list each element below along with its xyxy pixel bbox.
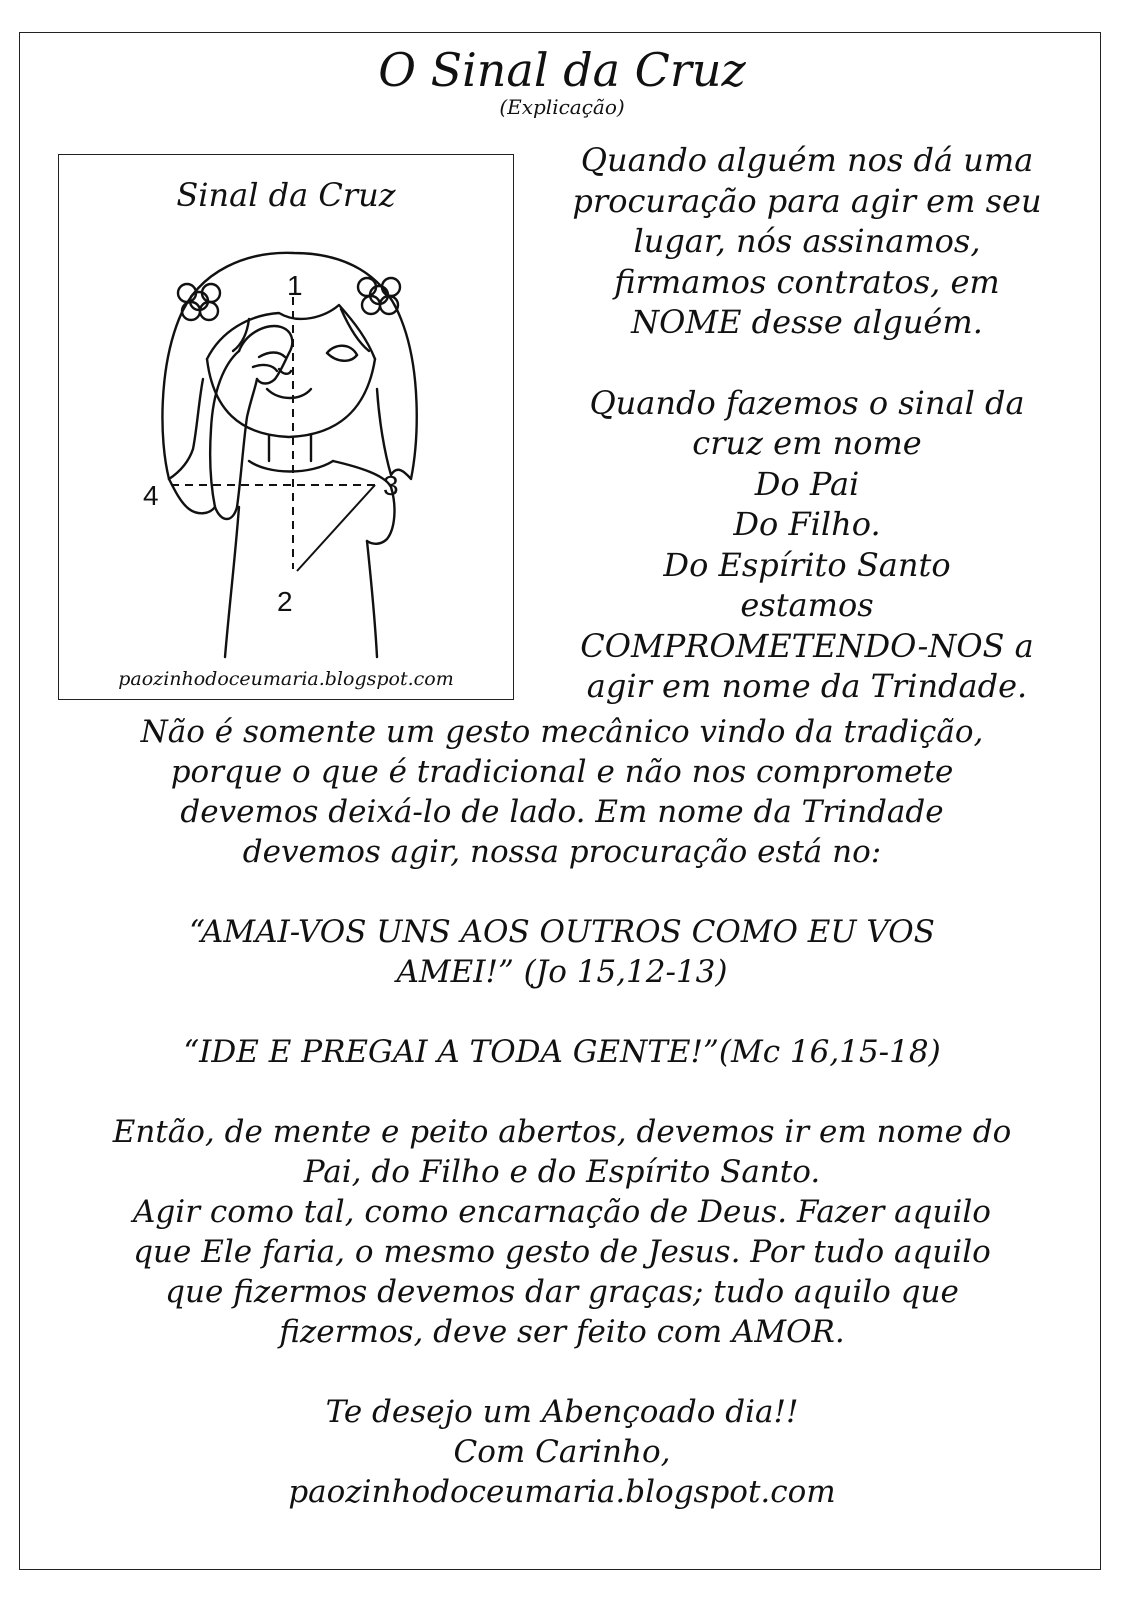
main-body	[40, 712, 1084, 1512]
page-title: O Sinal da Cruz	[378, 43, 746, 97]
body-line: porque o que é tradicional e não nos compromete	[170, 754, 954, 790]
side-line: procuração para agir em seu	[572, 181, 1042, 220]
side-line: estamos	[740, 586, 874, 624]
side-line: lugar, nós assinamos,	[633, 222, 981, 260]
quote-line: AMEI!” (Jo 15,12-13)	[396, 954, 728, 990]
illustration-box	[58, 154, 514, 700]
side-line: Do Espírito Santo	[663, 545, 951, 584]
figure-number-2: 2	[277, 586, 293, 617]
side-column	[524, 140, 1090, 707]
body-line: Então, de mente e peito abertos, devemos ir em nome do	[112, 1114, 1012, 1150]
closing-website: paozinhodoceumaria.blogspot.com	[288, 1474, 836, 1510]
body-line: Agir como tal, como encarnação de Deus. Fazer aquilo	[133, 1194, 991, 1230]
illustration-caption: Sinal da Cruz	[176, 176, 396, 214]
side-line: Quando alguém nos dá uma	[580, 141, 1034, 179]
figure-number-3: 3	[383, 470, 399, 501]
closing-line: Te desejo um Abençoado dia!!	[325, 1394, 799, 1430]
side-line: agir em nome da Trindade.	[586, 667, 1028, 705]
side-line: firmamos contratos, em	[614, 262, 1000, 301]
body-line: devemos deixá-lo de lado. Em nome da Trindade	[180, 794, 944, 830]
side-line: cruz em nome	[692, 424, 922, 462]
side-line: Do Filho.	[733, 505, 881, 543]
quote-line: “AMAI-VOS UNS AOS OUTROS COMO EU VOS	[189, 914, 935, 950]
body-line: fizermos, deve ser feito com AMOR.	[279, 1314, 845, 1350]
body-line: que Ele faria, o mesmo gesto de Jesus. Por tudo aquilo	[133, 1234, 991, 1270]
page-subtitle: (Explicação)	[499, 95, 625, 119]
girl-sign-of-cross-illustration	[129, 239, 459, 659]
body-line: Não é somente um gesto mecânico vindo da tradição,	[140, 714, 984, 750]
illustration-credit: paozinhodoceumaria.blogspot.com	[118, 668, 454, 690]
side-line: Quando fazemos o sinal da	[589, 383, 1025, 422]
side-line: Do Pai	[754, 464, 860, 503]
body-line: Pai, do Filho e do Espírito Santo.	[303, 1154, 821, 1190]
figure-number-1: 1	[287, 270, 303, 301]
side-line: NOME desse alguém.	[631, 303, 983, 341]
body-line: devemos agir, nossa procuração está no:	[242, 834, 882, 870]
quote-line: “IDE E PREGAI A TODA GENTE!”(Mc 16,15-18)	[183, 1034, 941, 1070]
figure-number-4: 4	[143, 480, 159, 511]
side-line: COMPROMETENDO-NOS a	[580, 626, 1034, 665]
closing-line: Com Carinho,	[453, 1434, 671, 1470]
body-line: que fizermos devemos dar graças; tudo aquilo que	[165, 1274, 959, 1310]
